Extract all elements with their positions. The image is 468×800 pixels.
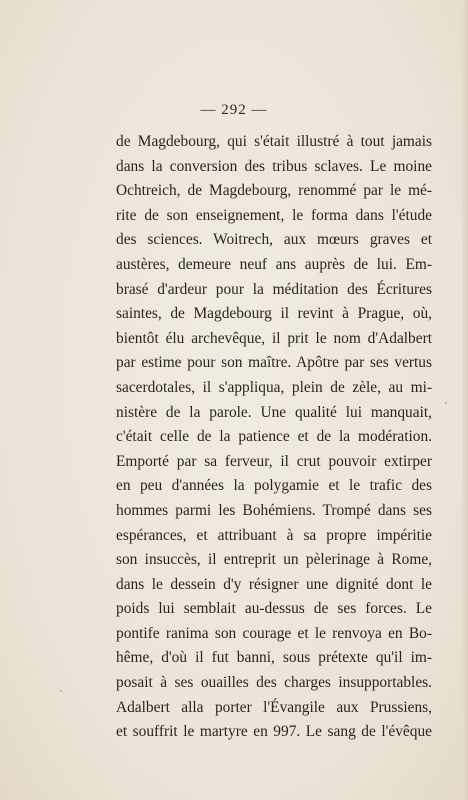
- text-line: brasé d'ardeur pour la méditation des Écritures: [116, 280, 432, 298]
- text-line: austères, demeure neuf ans auprès de lui. Em-: [116, 255, 432, 273]
- text-line: et souffrit le martyre en 997. Le sang de l'évêque: [116, 723, 432, 741]
- text-line: espérances, et attribuant à sa propre impéritie: [116, 526, 432, 544]
- text-line: Emporté par sa ferveur, il crut pouvoir extirper: [116, 452, 432, 470]
- body-text: [116, 130, 432, 745]
- text-line: pontife ranima son courage et le renvoya en Bo-: [116, 624, 432, 642]
- page-number-header: — 292 —: [200, 102, 268, 118]
- paper-speck: [60, 690, 62, 692]
- text-line: Adalbert alla porter l'Évangile aux Prussiens,: [116, 698, 432, 716]
- page-edge: [462, 0, 468, 800]
- text-line: saintes, de Magdebourg il revint à Prague, où,: [116, 305, 432, 323]
- text-line: c'était celle de la patience et de la modération.: [116, 428, 432, 446]
- paper-speck: [445, 402, 447, 404]
- text-line: dans le dessein d'y résigner une dignité dont le: [116, 575, 432, 593]
- text-line: rite de son enseignement, le forma dans l'étude: [116, 206, 432, 224]
- text-line: Ochtreich, de Magdebourg, renommé par le mé-: [116, 182, 432, 200]
- text-line: dans la conversion des tribus sclaves. Le moine: [116, 157, 432, 175]
- text-line: des sciences. Woitrech, aux mœurs graves et: [116, 231, 432, 249]
- text-line: de Magdebourg, qui s'était illustré à tout jamais: [116, 133, 432, 150]
- text-line: hême, d'où il fut banni, sous prétexte qu'il im-: [116, 649, 432, 667]
- text-line: par estime pour son maître. Apôtre par ses vertus: [116, 354, 432, 372]
- text-line: bientôt élu archevêque, il prit le nom d'Adalbert: [116, 329, 432, 347]
- text-line: sacerdotales, il s'appliqua, plein de zèle, au mi-: [116, 378, 432, 396]
- text-line: posait à ses ouailles des charges insupportables.: [116, 674, 432, 692]
- text-line: hommes parmi les Bohémiens. Trompé dans ses: [116, 501, 432, 519]
- text-line: en peu d'années la polygamie et le trafic des: [116, 477, 432, 495]
- text-line: poids lui semblait au-dessus de ses forces. Le: [116, 600, 432, 618]
- text-line: son insuccès, il entreprit un pèlerinage à Rome,: [116, 551, 432, 569]
- text-line: nistère de la parole. Une qualité lui manquait,: [116, 403, 432, 421]
